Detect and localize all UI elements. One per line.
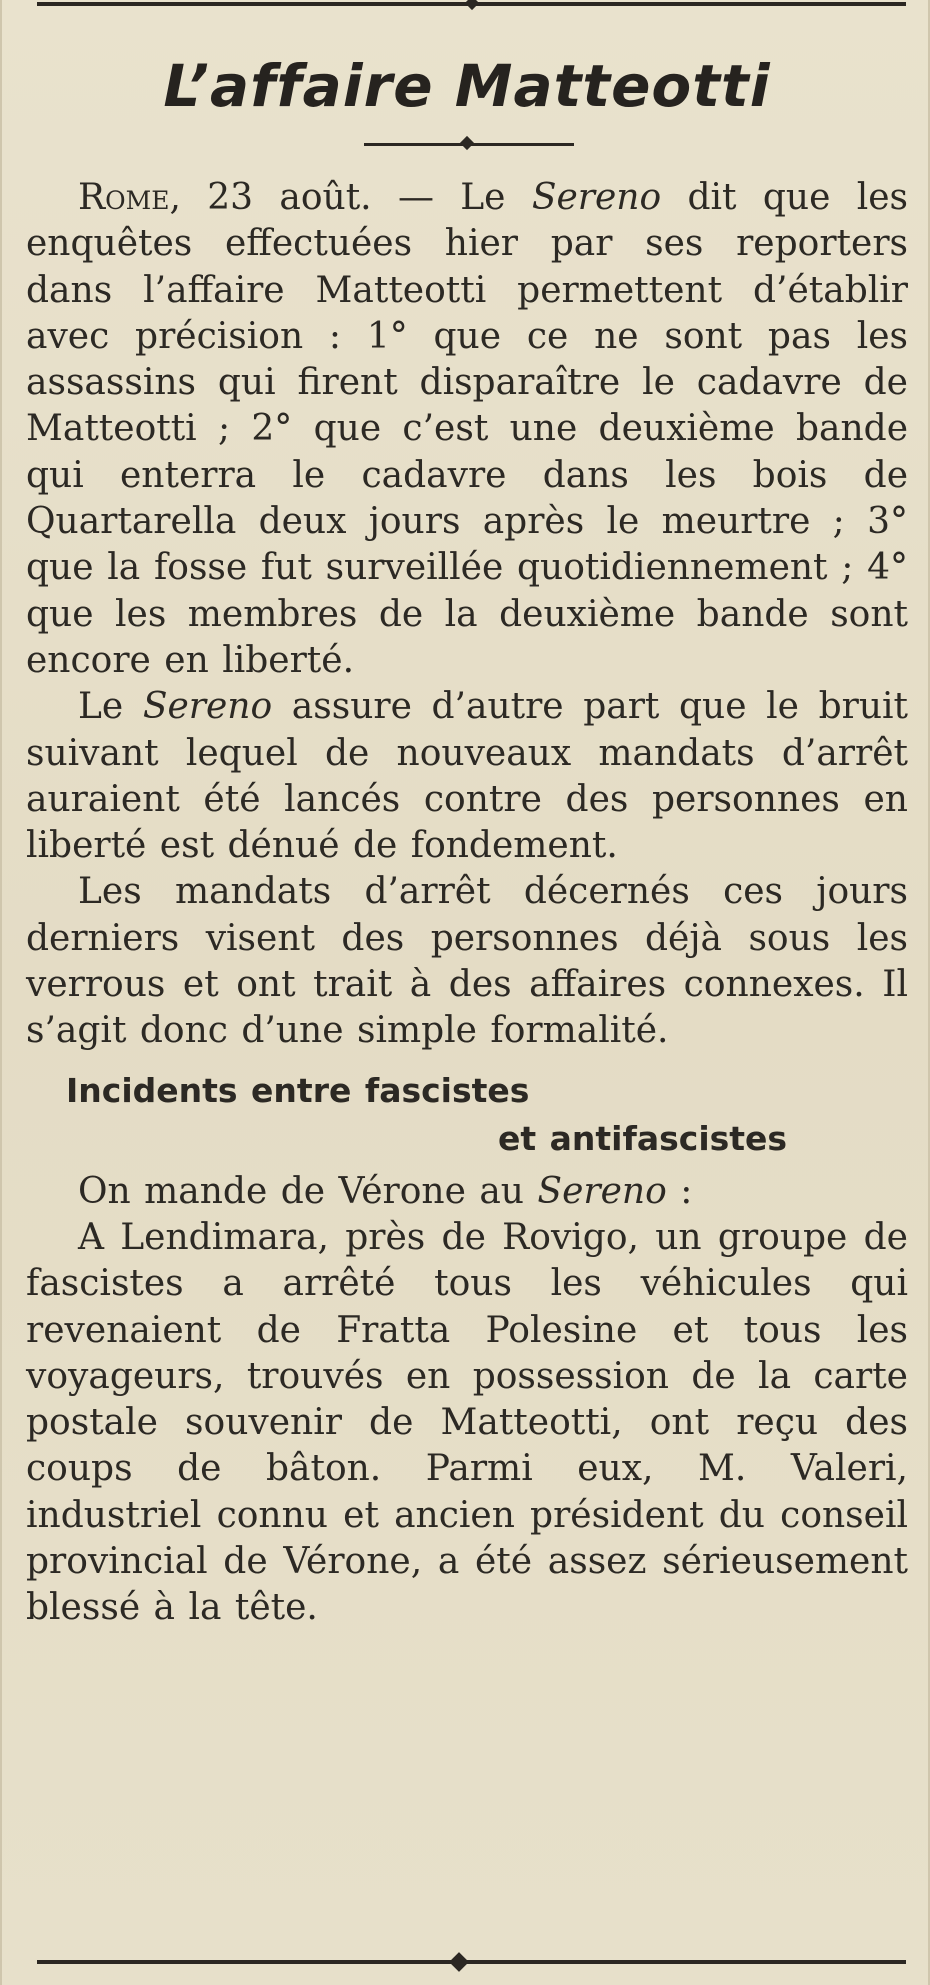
paragraph-3: Les mandats d’arrêt décernés ces jours derniers visent des personnes déjà sous les verrous et ont trait à des affaires connexes. Il s’agit donc d’une simple formalité. bbox=[26, 871, 908, 1052]
paragraph-2-text: assure d’autre part que le bruit suivant lequel de nouveaux mandats d’arrêt auraient été lancés contre des personnes en liberté est dénué de fondement. bbox=[26, 686, 908, 867]
paragraph-4 bbox=[26, 1169, 908, 1215]
bottom-rule bbox=[37, 1960, 906, 1964]
top-rule bbox=[37, 2, 906, 6]
subheading-line-2: et antifascistes bbox=[498, 1118, 788, 1158]
paragraph-1-text: dit que les enquêtes effectuées hier par ses reporters dans l’affaire Matteotti permettent d’établir avec précision : 1° que ce ne sont pas les assassins qui firent disparaître le cadavre de Matteotti ; 2° que c’est une deuxième bande qui enterra le cadavre dans les bois de Quartarella deux jours après le meurtre ; 3° que la fosse fut surveillée quotidiennement ; 4° que les membres de la deuxième bande sont encore en liberté. bbox=[26, 177, 908, 681]
newspaper-name: Sereno bbox=[142, 686, 273, 728]
dateline-date: 23 août. — Le bbox=[180, 177, 532, 218]
dateline-place: Rome, bbox=[78, 177, 181, 218]
rule-ornament bbox=[465, 0, 479, 10]
separator-ornament bbox=[460, 136, 474, 150]
article-body bbox=[26, 175, 908, 1632]
paragraph-1 bbox=[26, 175, 908, 684]
paragraph-4-start: On mande de Vérone au bbox=[78, 1170, 538, 1212]
paragraph-5: A Lendimara, près de Rovigo, un groupe de fascistes a arrêté tous les véhicules qui revenaient de Fratta Polesine et tous les voyageurs, trouvés en possession de la carte postale souvenir de Matteotti, ont reçu des coups de bâton. Parmi eux, M. Valeri, industriel connu et ancien président du conseil provincial de Vérone, a été assez sérieusement blessé à la tête. bbox=[26, 1216, 908, 1629]
title-separator bbox=[364, 143, 574, 146]
subheading-line-1: Incidents entre fascistes bbox=[66, 1070, 530, 1110]
newspaper-name: Sereno bbox=[531, 177, 662, 218]
subheading bbox=[26, 1067, 908, 1163]
paragraph-2 bbox=[26, 684, 908, 869]
paragraph-4-end: : bbox=[666, 1170, 693, 1212]
newspaper-name: Sereno bbox=[537, 1170, 667, 1212]
article-title: L’affaire Matteotti bbox=[163, 52, 771, 120]
paragraph-2-start: Le bbox=[78, 686, 143, 728]
rule-ornament bbox=[449, 1952, 469, 1972]
